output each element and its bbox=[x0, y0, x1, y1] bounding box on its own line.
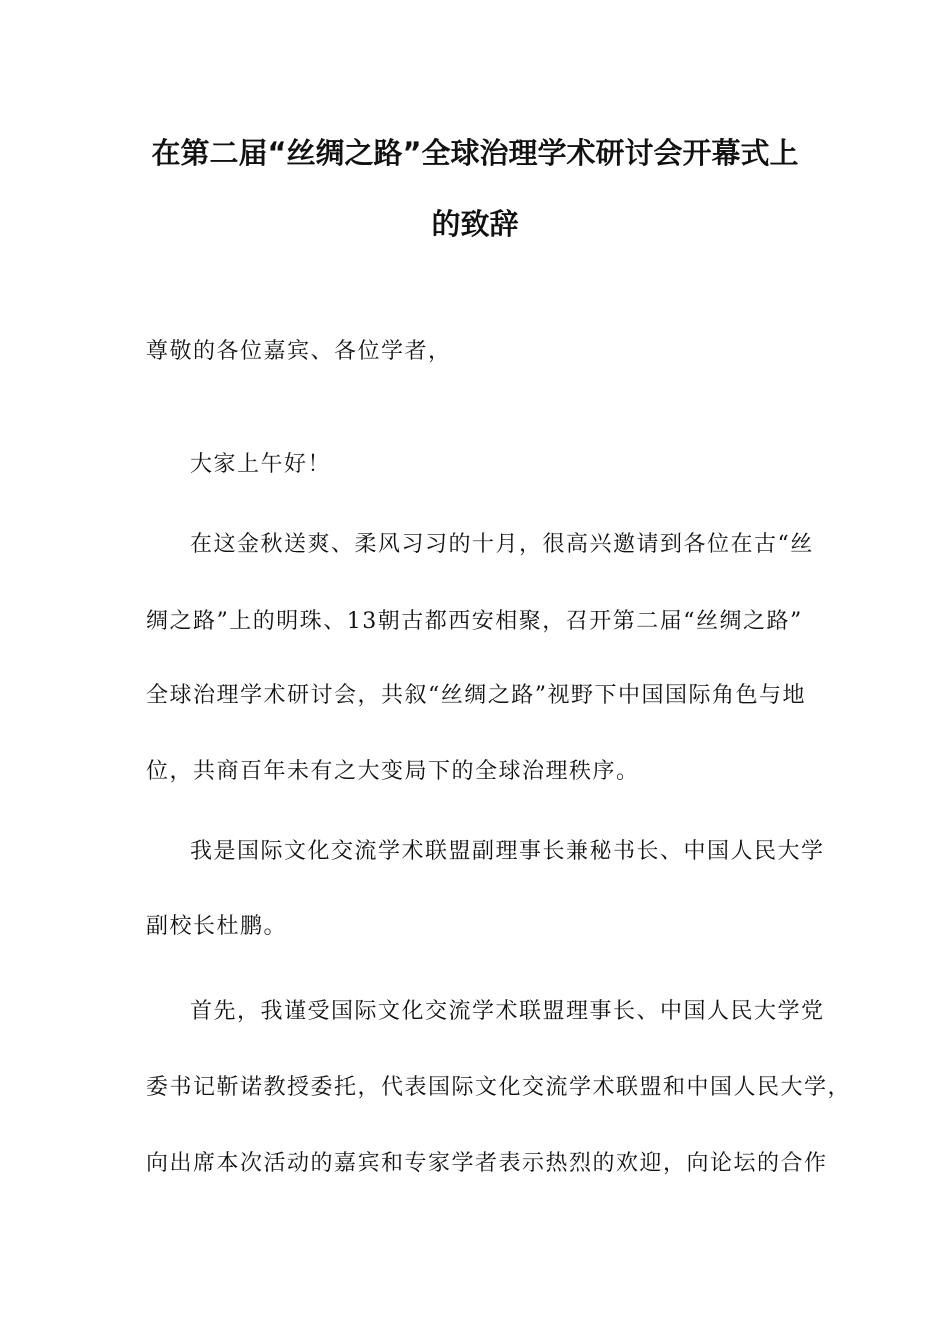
salutation: 尊敬的各位嘉宾、各位学者， bbox=[146, 339, 452, 364]
paragraph3-line-1: 首先，我谨受国际文化交流学术联盟理事长、中国人民大学党 bbox=[190, 999, 825, 1024]
paragraph1-line-3: 全球治理学术研讨会，共叙“丝绸之路”视野下中国国际角色与地 bbox=[146, 683, 806, 708]
document-title-line-1: 在第二届“丝绸之路”全球治理学术研讨会开幕式上 bbox=[151, 136, 799, 170]
paragraph1-line-1: 在这金秋送爽、柔风习习的十月，很高兴邀请到各位在古“丝 bbox=[190, 532, 814, 557]
paragraph1-line-4: 位，共商百年未有之大变局下的全球治理秩序。 bbox=[146, 759, 640, 784]
paragraph3-line-2: 委书记靳诺教授委托，代表国际文化交流学术联盟和中国人民大学， bbox=[146, 1075, 852, 1100]
paragraph3-line-3: 向出席本次活动的嘉宾和专家学者表示热烈的欢迎，向论坛的合作 bbox=[146, 1151, 828, 1176]
document-title-line-2: 的致辞 bbox=[431, 207, 519, 241]
paragraph2-line-1: 我是国际文化交流学术联盟副理事长兼秘书长、中国人民大学 bbox=[190, 839, 825, 864]
greeting: 大家上午好！ bbox=[190, 452, 332, 477]
paragraph2-line-2: 副校长杜鹏。 bbox=[146, 914, 288, 939]
paragraph1-line-2: 绸之路”上的明珠、13朝古都西安相聚，召开第二届“丝绸之路” bbox=[146, 609, 803, 634]
